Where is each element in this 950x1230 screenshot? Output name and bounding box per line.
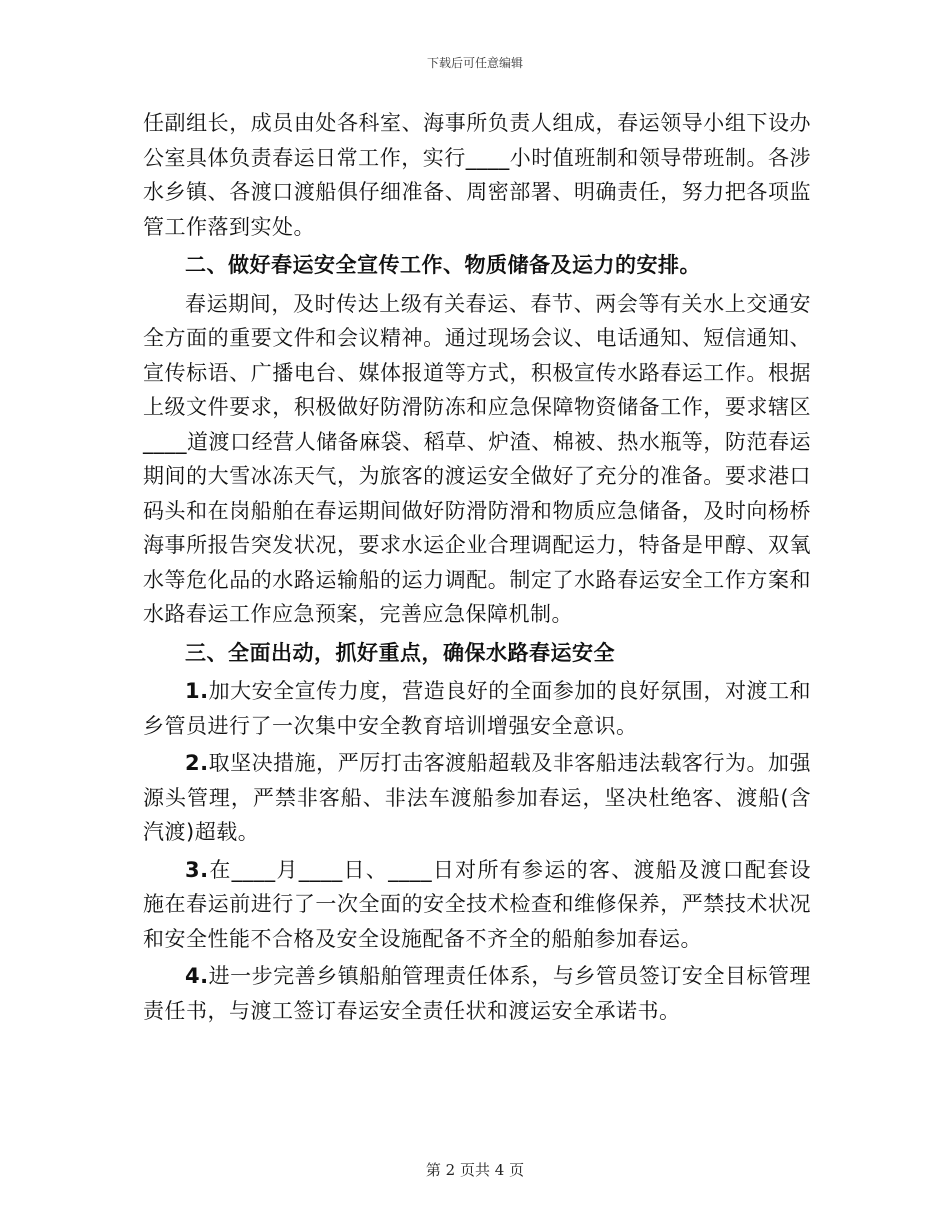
paragraph-continuation: 任副组长，成员由处各科室、海事所负责人组成，春运领导小组下设办公室具体负责春运日常工作，实行____小时值班制和领导带班制。各涉水乡镇、各渡口渡船俱仔细准备、周密部署、明确责任，努力把各项监管工作落到实处。	[143, 111, 811, 239]
list-item-text: 取坚决措施，严厉打击客渡船超载及非客船违法载客行为。加强源头管理，严禁非客船、非法车渡船参加春运，坚决杜绝客、渡船(含汽渡)超载。	[143, 751, 811, 844]
document-body	[143, 106, 811, 1028]
section-heading-3: 三、全面出动，抓好重点，确保水路春运安全	[185, 640, 615, 665]
page-footer: 第 2 页共 4 页	[425, 1161, 525, 1179]
list-item	[143, 746, 811, 850]
list-item-number: 2.	[185, 751, 209, 775]
list-item-number: 3.	[185, 857, 209, 882]
list-item-text: 进一步完善乡镇船舶管理责任体系，与乡管员签订安全目标管理责任书，与渡工签订春运安全责任状和渡运安全承诺书。	[143, 964, 811, 1023]
list-item-text: 在____月____日、____日对所有参运的客、渡船及渡口配套设施在春运前进行了一次全面的安全技术检查和维修保养，严禁技术状况和安全性能不合格及安全设施配备不齐全的船舶参加春运。	[143, 857, 811, 951]
list-item	[143, 853, 811, 957]
list-item-number: 1.	[185, 679, 209, 703]
page-header: 下载后可任意编辑	[426, 56, 523, 70]
list-item-number: 4.	[185, 964, 209, 988]
list-item	[143, 674, 811, 743]
paragraph-section-2: 春运期间，及时传达上级有关春运、春节、两会等有关水上交通安全方面的重要文件和会议精神。通过现场会议、电话通知、短信通知、宣传标语、广播电台、媒体报道等方式，积极宣传水路春运工作。根据上级文件要求，积极做好防滑防冻和应急保障物资储备工作，要求辖区____道渡口经营人储备麻袋、稻草、炉渣、棉被、热水瓶等，防范春运期间的大雪冰冻天气，为旅客的渡运安全做好了充分的准备。要求港口码头和在岗船舶在春运期间做好防滑防滑和物质应急储备，及时向杨桥海事所报告突发状况，要求水运企业合理调配运力，特备是甲醇、双氧水等危化品的水路运输船的运力调配。制定了水路春运安全工作方案和水路春运工作应急预案，完善应急保障机制。	[143, 291, 811, 626]
list-item-text: 加大安全宣传力度，营造良好的全面参加的良好氛围，对渡工和乡管员进行了一次集中安全教育培训增强安全意识。	[143, 679, 811, 738]
section-heading-2: 二、做好春运安全宣传工作、物质储备及运力的安排。	[185, 253, 701, 277]
list-item	[143, 959, 811, 1028]
